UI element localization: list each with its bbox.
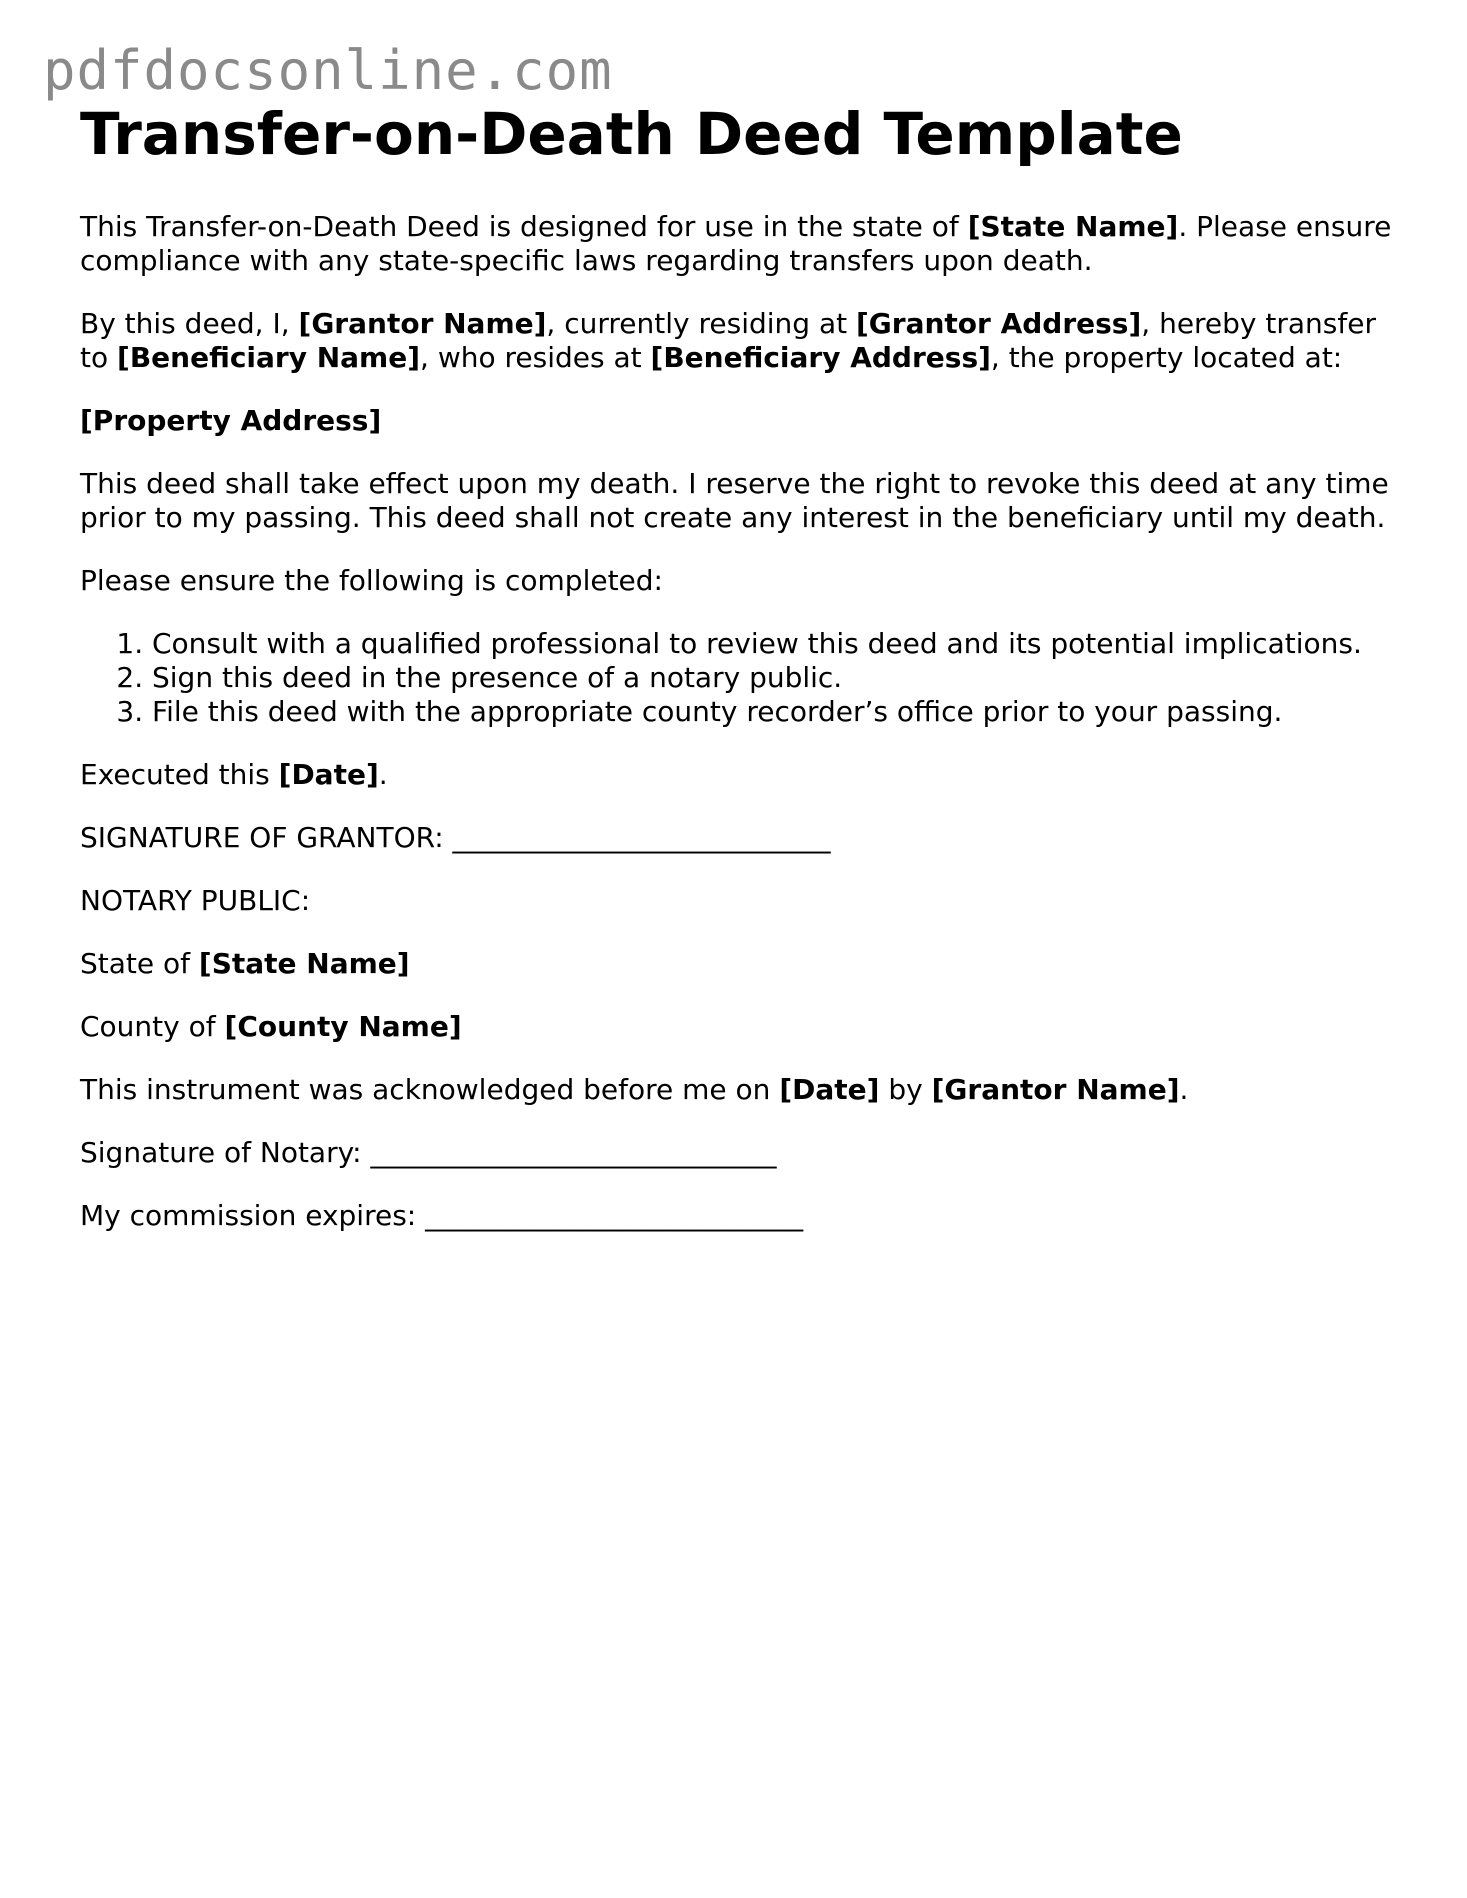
executed-text: Executed this (80, 757, 279, 791)
notary-heading: NOTARY PUBLIC: (80, 883, 311, 917)
acknowledgment-date-placeholder: [Date] (779, 1072, 880, 1106)
commission-expires-line: My commission expires: ___________________________ (80, 1198, 804, 1232)
document-title: Transfer-on-Death Deed Template (80, 100, 1183, 168)
acknowledgment-text-end: . (1179, 1072, 1189, 1106)
notary-state-label: State of (80, 946, 199, 980)
intro-paragraph (80, 210, 1400, 278)
notary-county-label: County of (80, 1009, 225, 1043)
property-address-placeholder: [Property Address] (80, 403, 382, 437)
checklist (80, 627, 1400, 729)
intro-text-end: . Please ensure compliance with any state-specific laws regarding transfers upon death. (80, 209, 1392, 277)
transfer-text: , currently residing at (546, 306, 856, 340)
acknowledgment-text: by (879, 1072, 932, 1106)
checklist-item: 3. File this deed with the appropriate county recorder’s office prior to your passing. (152, 695, 1400, 729)
document-page (80, 100, 1400, 1262)
transfer-text: , who resides at (420, 340, 651, 374)
watermark-logo: pdfdocsonline.com (43, 39, 613, 102)
grantor-address-placeholder: [Grantor Address] (855, 306, 1142, 340)
executed-line (80, 758, 1400, 792)
acknowledgment-grantor-placeholder: [Grantor Name] (931, 1072, 1180, 1106)
beneficiary-address-placeholder: [Beneficiary Address] (650, 340, 991, 374)
notary-state-placeholder: [State Name] (198, 946, 410, 980)
transfer-text: , hereby transfer to (80, 306, 1376, 374)
transfer-text: By this deed, I, (80, 306, 299, 340)
transfer-paragraph (80, 307, 1400, 375)
acknowledgment-line (80, 1073, 1400, 1107)
acknowledgment-text: This instrument was acknowledged before me on (80, 1072, 780, 1106)
executed-text-end: . (378, 757, 388, 791)
notary-county-line (80, 1010, 1400, 1044)
effect-paragraph: This deed shall take effect upon my death. I reserve the right to revoke this deed at any time prior to my passing. This deed shall not create any interest in the beneficiary until my death. (80, 466, 1389, 534)
date-placeholder: [Date] (278, 757, 379, 791)
notary-state-line (80, 947, 1400, 981)
state-placeholder: [State Name] (967, 209, 1179, 243)
transfer-text: , the property located at: (990, 340, 1343, 374)
checklist-item: 2. Sign this deed in the presence of a notary public. (152, 661, 1400, 695)
property-address-paragraph (80, 404, 1400, 438)
intro-text: This Transfer-on-Death Deed is designed for use in the state of (80, 209, 968, 243)
grantor-signature-line: SIGNATURE OF GRANTOR: ___________________________ (80, 820, 831, 854)
grantor-name-placeholder: [Grantor Name] (298, 306, 547, 340)
notary-signature-line: Signature of Notary: _____________________________ (80, 1135, 777, 1169)
notary-county-placeholder: [County Name] (224, 1009, 462, 1043)
beneficiary-name-placeholder: [Beneficiary Name] (117, 340, 421, 374)
checklist-item: 1. Consult with a qualified professional to review this deed and its potential implications. (152, 627, 1400, 661)
checklist-intro: Please ensure the following is completed: (80, 563, 663, 597)
